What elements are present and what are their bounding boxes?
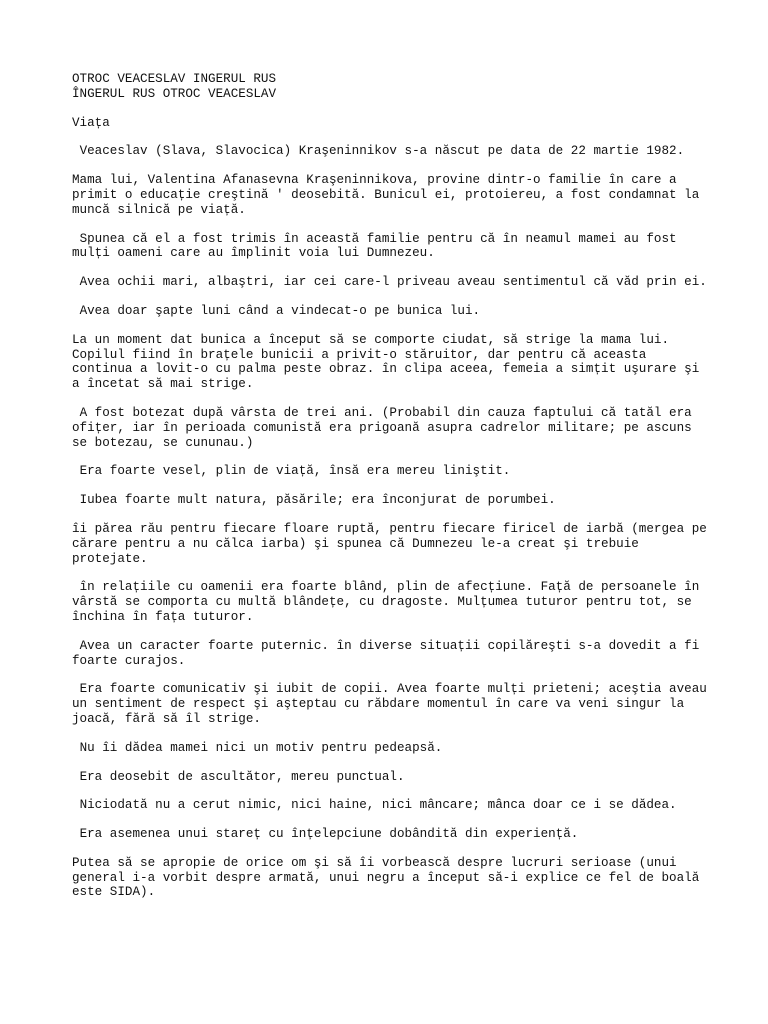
document-page (72, 64, 715, 900)
paragraph-12: Avea un caracter foarte puternic. în diverse situații copilăreşti s-a dovedit a fi foarte curajos. (72, 638, 707, 668)
paragraph-9: Iubea foarte mult natura, păsările; era înconjurat de porumbei. (72, 493, 556, 508)
paragraph-7: A fost botezat după vârsta de trei ani. (Probabil din cauza faptului că tatăl era ofițer, iar în perioada comunistă era prigoană asupra cadrelor militare; pe ascuns se botezau, se cununau.) (72, 405, 700, 450)
paragraph-18: Putea să se apropie de orice om şi să îi vorbească despre lucruri serioase (unui general i-a vorbit despre armată, unui negru a început să-i explice ce fel de boală este SIDA). (72, 855, 707, 900)
paragraph-10: îi părea rău pentru fiecare floare ruptă, pentru fiecare firicel de iarbă (mergea pe cărare pentru a nu călca iarba) şi spunea că Dumnezeu le-a creat şi trebuie protejate. (72, 521, 715, 566)
paragraph-15: Era deosebit de ascultător, mereu punctual. (72, 769, 405, 784)
paragraph-13: Era foarte comunicativ şi iubit de copii. Avea foarte mulți prieteni; aceştia aveau un sentiment de respect şi aşteptau cu răbdare momentul în care va veni singur la joacă, fără să îl strige. (72, 682, 715, 726)
title-line-2: ÎNGERUL RUS OTROC VEACESLAV (72, 86, 277, 101)
section-heading: Viața (72, 115, 110, 130)
paragraph-5: Avea doar şapte luni când a vindecat-o pe bunica lui. (72, 303, 481, 318)
paragraph-2: Mama lui, Valentina Afanasevna Kraşeninnikova, provine dintr-o familie în care a primit o educație creştină ' deosebită. Bunicul ei, protoiereu, a fost condamnat la muncă silnică pe viață. (72, 173, 707, 217)
paragraph-16: Niciodată nu a cerut nimic, nici haine, nici mâncare; mânca doar ce i se dădea. (72, 798, 677, 813)
paragraph-3: Spunea că el a fost trimis în această familie pentru că în neamul mamei au fost mulți oameni care au împlinit voia lui Dumnezeu. (72, 231, 685, 261)
paragraph-11: în relațiile cu oamenii era foarte blând, plin de afecțiune. Față de persoanele în vârstă se comporta cu multă blândețe, cu dragoste. Mulțumea tuturor pentru tot, se închina în fața tuturor. (72, 580, 707, 624)
title-line-1: OTROC VEACESLAV INGERUL RUS (72, 72, 277, 86)
paragraph-4: Avea ochii mari, albaştri, iar cei care-l priveau aveau sentimentul că văd prin ei. (72, 275, 707, 290)
document-title (72, 72, 712, 102)
paragraph-1: Veaceslav (Slava, Slavocica) Kraşeninnikov s-a născut pe data de 22 martie 1982. (72, 144, 685, 159)
paragraph-6: La un moment dat bunica a început să se comporte ciudat, să strige la mama lui. Copilul fiind în brațele bunicii a privit-o stăruitor, dar pentru că aceasta continua a lovit-o cu palma peste obraz. în clipa aceea, femeia a simțit uşurare şi a încetat să mai strige. (72, 332, 707, 392)
paragraph-8: Era foarte vesel, plin de viață, însă era mereu liniştit. (72, 464, 511, 479)
paragraph-17: Era asemenea unui stareț cu înțelepciune dobândită din experiență. (72, 827, 579, 842)
paragraph-14: Nu îi dădea mamei nici un motiv pentru pedeapsă. (72, 740, 443, 755)
